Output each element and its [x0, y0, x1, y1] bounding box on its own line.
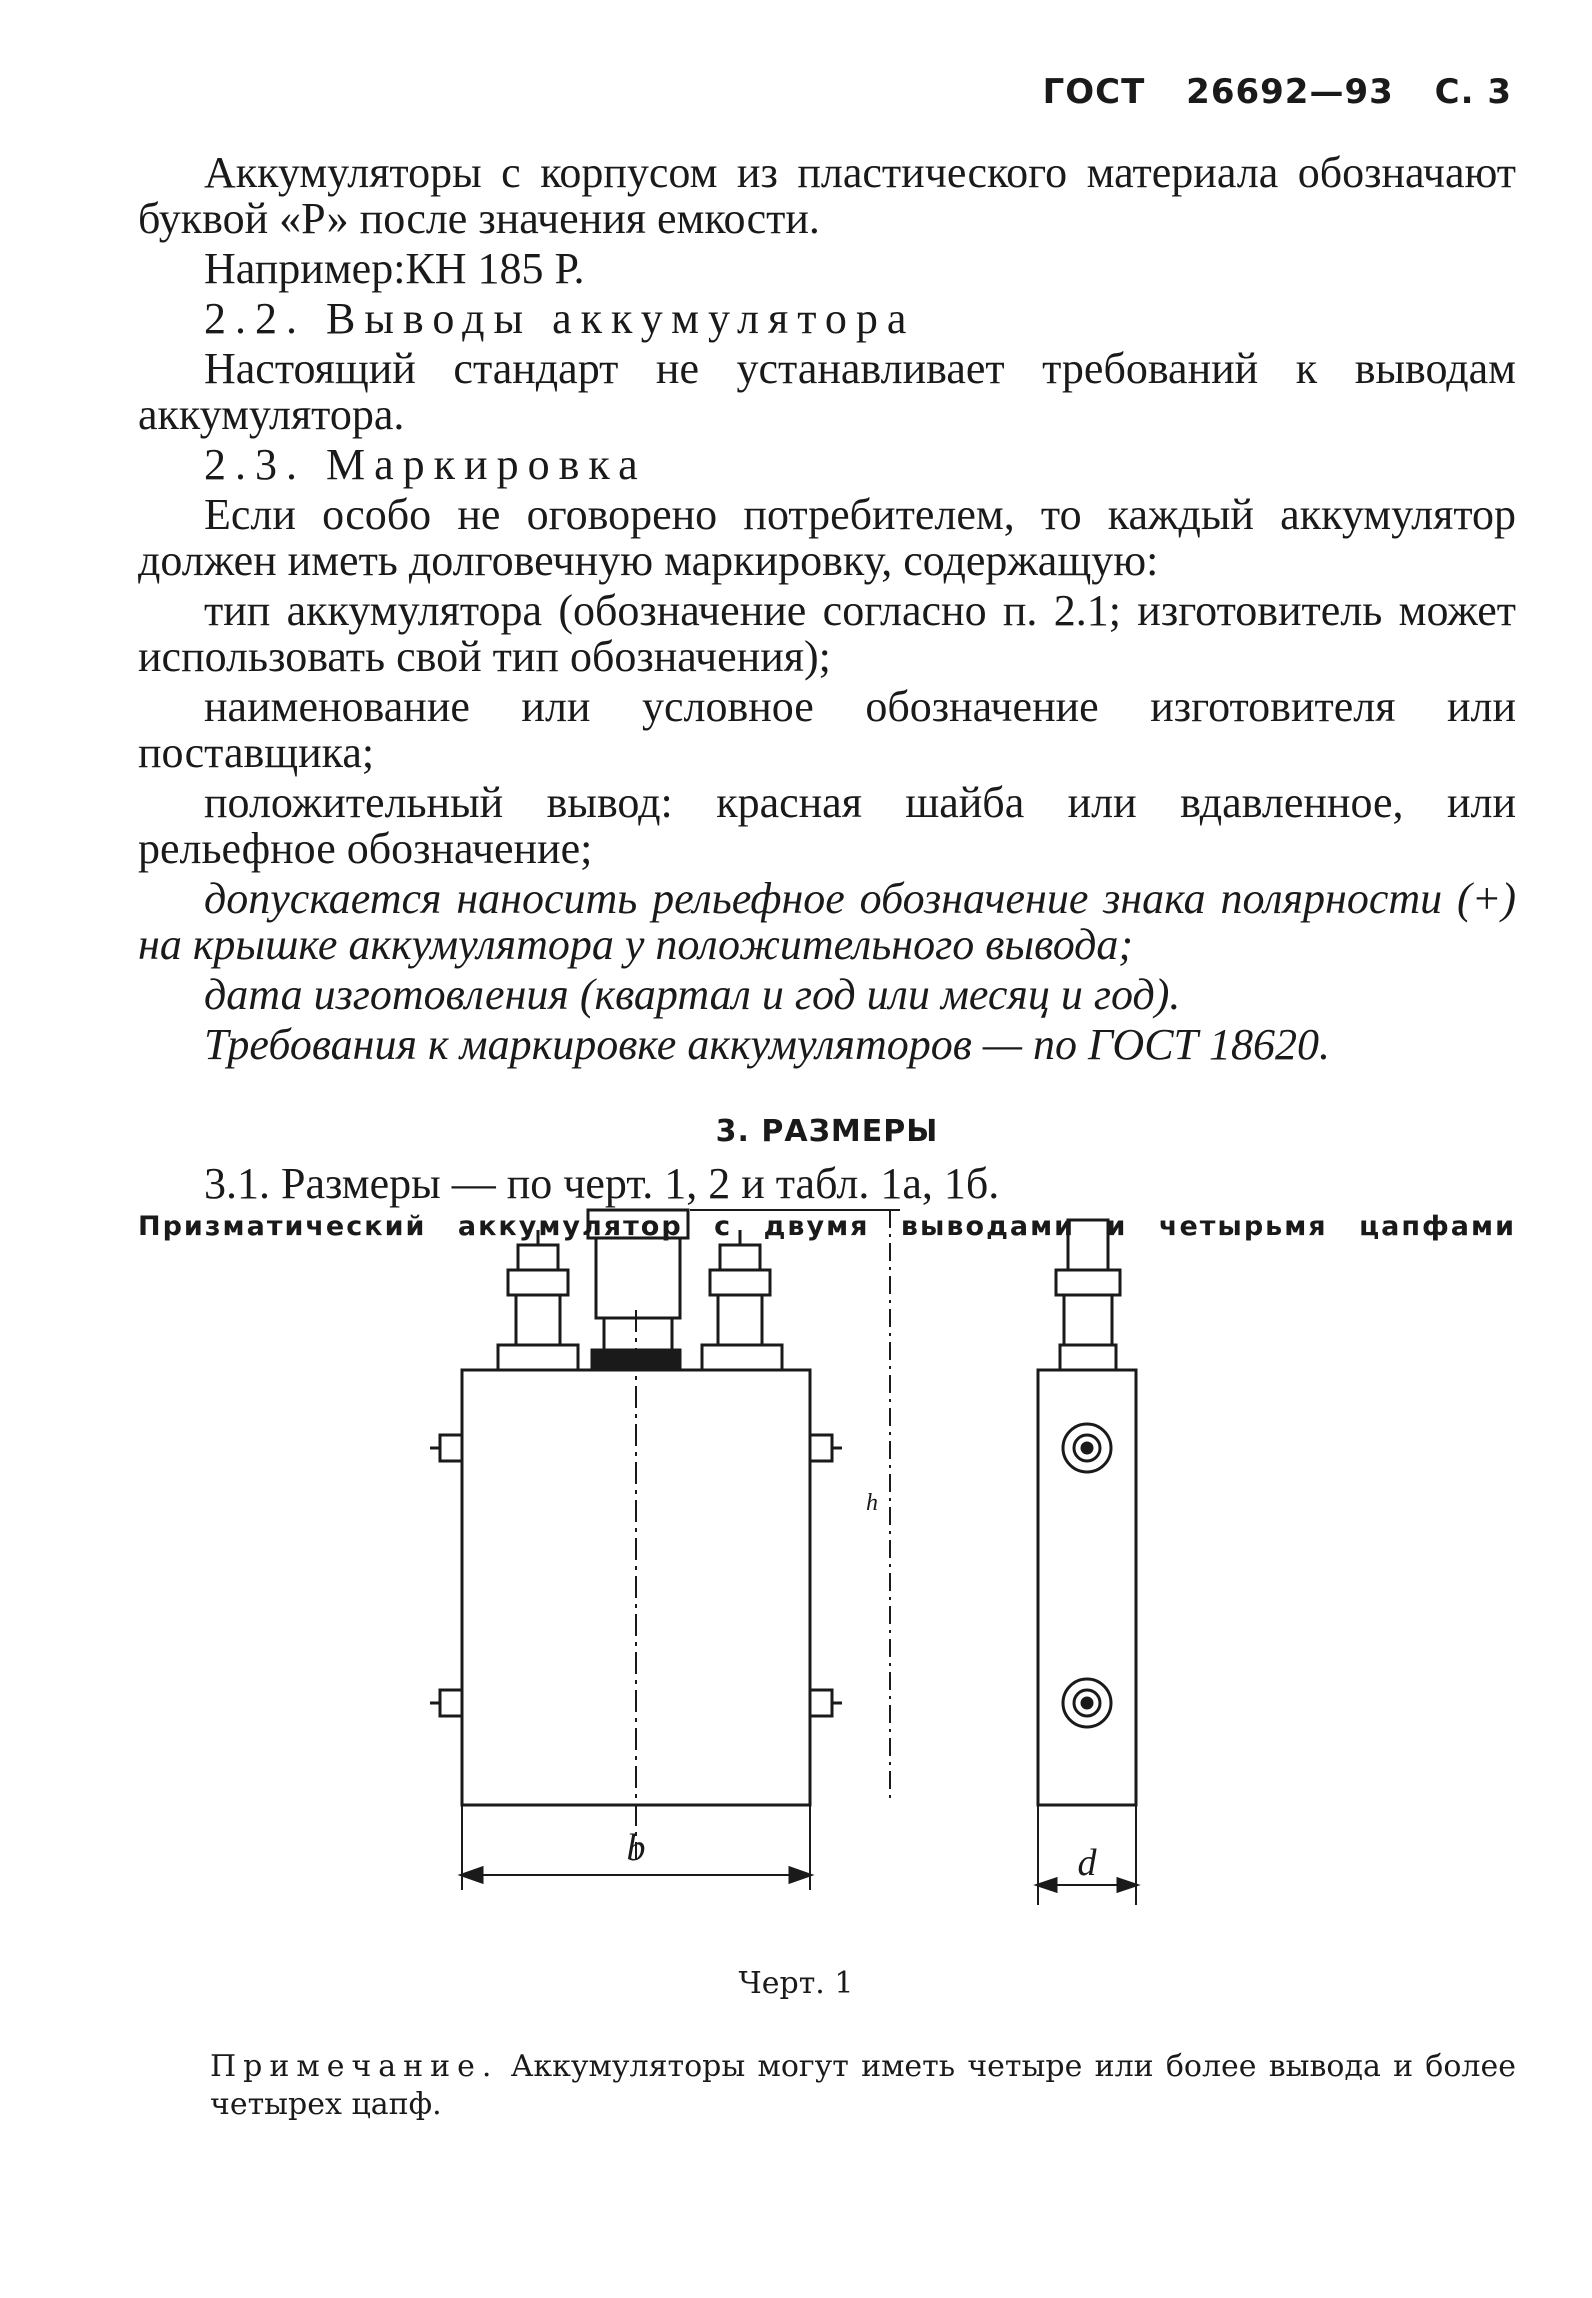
header-number: 26692—93 [1186, 72, 1394, 112]
side-trunnion-top [1063, 1424, 1111, 1472]
paragraph-marking-date: дата изготовления (квартал и год или месяц и год). [204, 970, 1181, 1019]
heading-marking: 2.3. Маркировка [204, 440, 647, 489]
figure-title: Призматический аккумулятор с двумя выводами и четырьмя цапфами [138, 1211, 1516, 1242]
side-terminal [1056, 1220, 1120, 1345]
paragraph-marking-requirements: Требования к маркировке аккумуляторов — по ГОСТ 18620. [204, 1020, 1331, 1069]
section-title-dimensions: 3. РАЗМЕРЫ [715, 1114, 939, 1149]
paragraph-dimensions: 3.1. Размеры — по черт. 1, 2 и табл. 1а, 1б. [204, 1159, 1000, 1208]
paragraph-marking-positive: положительный вывод: красная шайба или вдавленное, или рельефное обозначение; [138, 778, 1516, 873]
paragraph-example: Например:КН 185 Р. [204, 244, 585, 293]
note-text: Аккумуляторы могут иметь четыре или более вывода и более четырех цапф. [210, 2049, 1516, 2122]
label-h: h [866, 1490, 878, 1516]
paragraph-marking-intro: Если особо не оговорено потребителем, то каждый аккумулятор должен иметь долговечную маркировку, содержащую: [138, 490, 1516, 585]
trunnion-front-top-left [430, 1435, 462, 1461]
trunnion-front-bottom-right [810, 1690, 842, 1716]
battery-drawing [420, 1200, 1240, 1940]
lid-left [498, 1345, 578, 1370]
label-d: d [1077, 1842, 1097, 1884]
side-lid [1060, 1345, 1116, 1370]
document-body [138, 150, 1516, 1242]
paragraph-terminals: Настоящий стандарт не устанавливает требований к выводам аккумулятора. [138, 344, 1516, 439]
trunnion-front-top-right [810, 1435, 842, 1461]
terminal-right [710, 1230, 770, 1345]
paragraph-marking-polarity: допускается наносить рельефное обозначение знака полярности (+) на крышке аккумулятора у положительного вывода; [138, 874, 1516, 969]
heading-terminals: 2.2. Выводы аккумулятора [204, 294, 916, 343]
figure-caption: Черт. 1 [738, 1966, 854, 2001]
vent-plug [588, 1210, 688, 1350]
terminal-left [508, 1230, 568, 1345]
label-b: b [626, 1827, 646, 1869]
header-standard: ГОСТ [1042, 72, 1146, 112]
lid-right [702, 1345, 782, 1370]
lid-center [592, 1350, 680, 1370]
note-label: Примечание. [210, 2049, 499, 2084]
header-page: С. 3 [1434, 72, 1512, 112]
side-trunnion-bottom [1063, 1679, 1111, 1727]
paragraph-marking-type: тип аккумулятора (обозначение согласно п. 2.1; изготовитель может использовать свой тип обозначения); [138, 586, 1516, 681]
page-header [1015, 72, 1512, 112]
paragraph-plastic-case: Аккумуляторы с корпусом из пластического материала обозначают буквой «Р» после значения емкости. [138, 148, 1516, 243]
figure-note [210, 2048, 1516, 2124]
paragraph-marking-manufacturer: наименование или условное обозначение изготовителя или поставщика; [138, 682, 1516, 777]
trunnion-front-bottom-left [430, 1690, 462, 1716]
